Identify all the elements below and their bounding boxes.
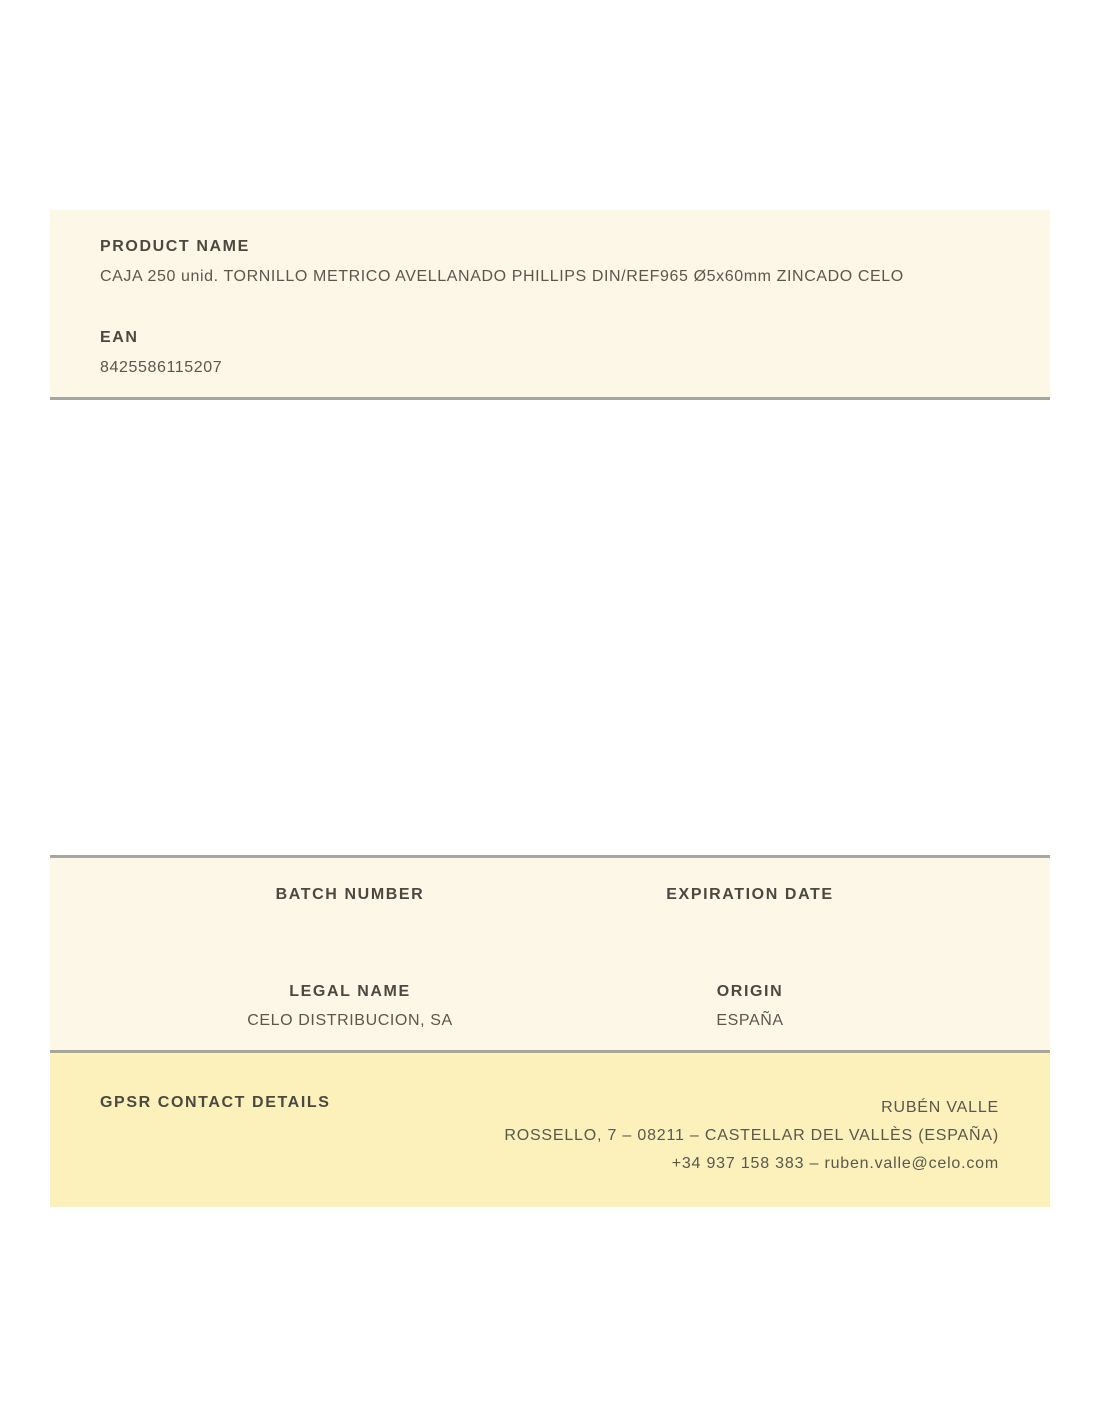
batch-number-label: BATCH NUMBER <box>275 886 425 903</box>
ean-label: EAN <box>100 329 139 346</box>
product-section <box>50 210 1050 400</box>
product-name-value: CAJA 250 unid. TORNILLO METRICO AVELLANADO PHILLIPS DIN/REF965 Ø5x60mm ZINCADO CELO <box>100 268 904 285</box>
legal-name-label: LEGAL NAME <box>289 983 411 1000</box>
origin-value: ESPAÑA <box>716 1012 784 1029</box>
gpsr-contact-name: RUBÉN VALLE <box>881 1099 999 1116</box>
origin-label: ORIGIN <box>716 983 784 1000</box>
gpsr-section <box>50 1053 1050 1207</box>
batch-number-cell <box>150 886 550 914</box>
gpsr-contact-address: ROSSELLO, 7 – 08211 – CASTELLAR DEL VALLÈS (ESPAÑA) <box>504 1127 999 1144</box>
expiration-date-cell <box>550 886 950 914</box>
legal-name-cell <box>150 983 550 1030</box>
batch-section <box>50 855 1050 1053</box>
gpsr-contact-phone-email: +34 937 158 383 – ruben.valle@celo.com <box>671 1155 999 1172</box>
origin-cell <box>550 983 950 1030</box>
gpsr-contact-block <box>504 1094 999 1178</box>
legal-name-value: CELO DISTRIBUCION, SA <box>247 1012 453 1029</box>
ean-value: 8425586115207 <box>100 359 223 376</box>
product-name-label: PRODUCT NAME <box>100 238 250 255</box>
expiration-date-label: EXPIRATION DATE <box>666 886 834 903</box>
gpsr-contact-details-label: GPSR CONTACT DETAILS <box>100 1094 331 1111</box>
